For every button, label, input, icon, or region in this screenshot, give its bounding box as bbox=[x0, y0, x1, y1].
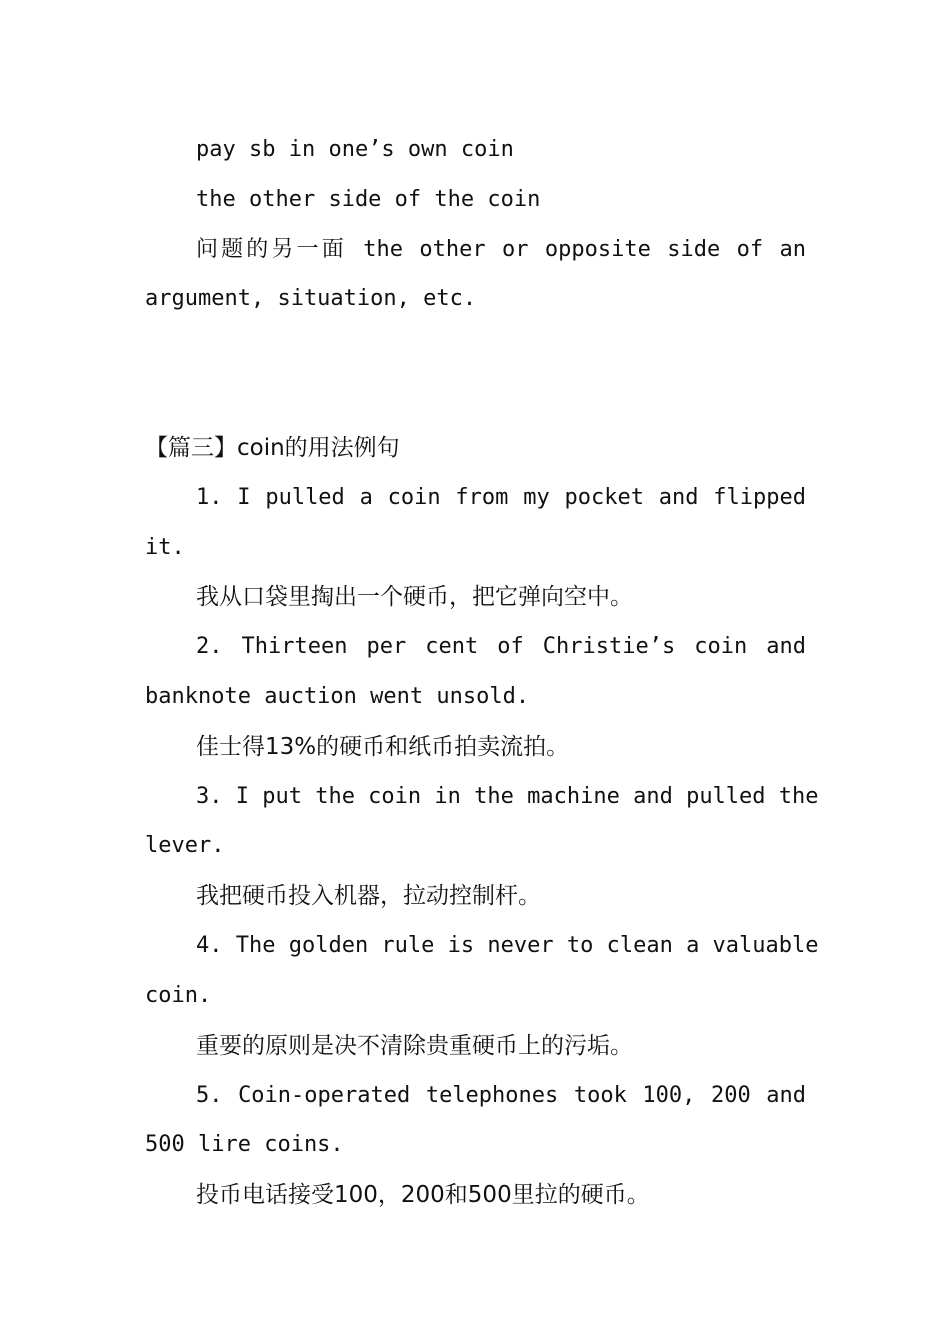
section-heading: 【篇三】coin的用法例句 bbox=[145, 435, 400, 461]
example-3-en-line-1: 3. I put the coin in the machine and pulled the bbox=[196, 784, 819, 809]
example-1-zh: 我从口袋里掏出一个硬币，把它弹向空中。 bbox=[196, 584, 633, 610]
idiom-other-side: the other side of the coin bbox=[196, 187, 541, 212]
example-2-zh: 佳士得13%的硬币和纸币拍卖流拍。 bbox=[196, 734, 570, 760]
example-4-en-line-1: 4. The golden rule is never to clean a valuable bbox=[196, 933, 819, 958]
example-5-en-line-2: 500 lire coins. bbox=[145, 1132, 344, 1157]
example-2-en-line-2: banknote auction went unsold. bbox=[145, 684, 530, 709]
example-1-en-line-1: 1. I pulled a coin from my pocket and flipped bbox=[196, 485, 806, 510]
idiom-definition-line-2: argument, situation, etc. bbox=[145, 286, 477, 311]
example-1-en-line-2: it. bbox=[145, 535, 185, 560]
example-5-en-line-1: 5. Coin-operated telephones took 100, 200 and bbox=[196, 1083, 806, 1108]
idiom-pay-in-coin: pay sb in one’s own coin bbox=[196, 137, 514, 162]
example-3-en-line-2: lever. bbox=[145, 833, 225, 858]
example-2-en-line-1: 2. Thirteen per cent of Christie’s coin and bbox=[196, 634, 806, 659]
idiom-definition-line-1: 问题的另一面 the other or opposite side of an bbox=[196, 237, 806, 262]
example-3-zh: 我把硬币投入机器，拉动控制杆。 bbox=[196, 883, 541, 909]
example-4-en-line-2: coin. bbox=[145, 983, 212, 1008]
example-4-zh: 重要的原则是决不清除贵重硬币上的污垢。 bbox=[196, 1033, 633, 1059]
example-5-zh: 投币电话接受100，200和500里拉的硬币。 bbox=[196, 1182, 650, 1208]
